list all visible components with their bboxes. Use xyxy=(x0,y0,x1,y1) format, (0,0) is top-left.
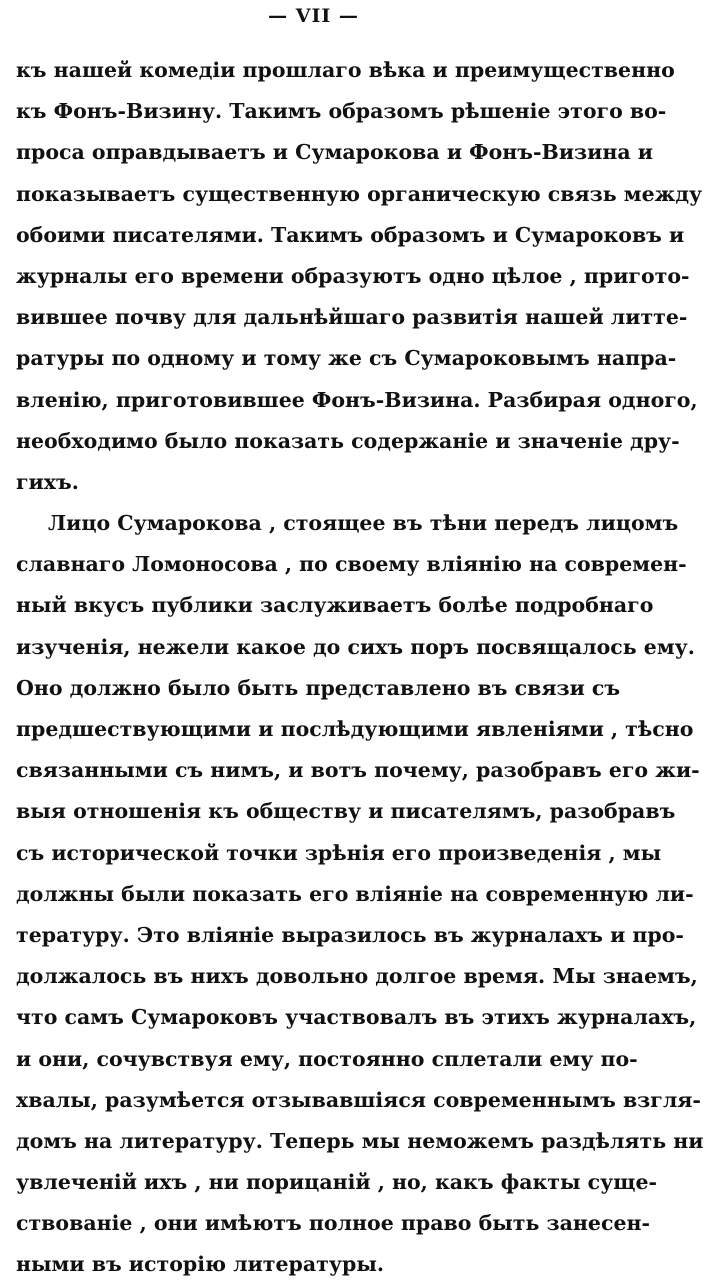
text-line: и они, сочувствуя ему, постоянно сплетали ему по- xyxy=(16,1046,638,1071)
text-line: что самъ Сумароковъ участвовалъ въ этихъ журналахъ, xyxy=(16,1005,697,1030)
text-line: ными въ исторiю литературы. xyxy=(16,1252,385,1277)
text-line: къ нашей комедiи прошлаго вѣка и преимущественно xyxy=(16,58,675,82)
text-line: предшествующими и послѣдующими явленiями , тѣсно xyxy=(16,717,694,741)
text-line: ратуры по одному и тому же съ Сумароковымъ напра- xyxy=(16,346,677,371)
page-number: — VII — xyxy=(268,5,359,27)
text-line: тературу. Это влiянiе выразилось въ журналахъ и про- xyxy=(16,922,684,947)
paragraph-1 xyxy=(16,50,703,503)
paragraph-2 xyxy=(16,503,704,1286)
text-line: должалось въ нихъ довольно долгое время. Мы знаемъ, xyxy=(16,964,698,989)
text-line: связанными съ нимъ, и вотъ почему, разобравъ его жи- xyxy=(16,758,700,783)
text-line: Лицо Сумарокова , стоящее въ тѣни передъ лицомъ xyxy=(48,511,679,536)
text-line: гихъ. xyxy=(16,469,79,494)
text-line: увлеченiй ихъ , ни порицанiй , но, какъ факты суще- xyxy=(16,1170,658,1195)
text-line: обоими писателями. Такимъ образомъ и Сумароковъ и xyxy=(16,222,685,247)
text-line: Оно должно было быть представлено въ связи съ xyxy=(16,675,621,700)
text-line: необходимо было показать содержанiе и значенiе дру- xyxy=(16,428,680,453)
text-line: ный вкусъ публики заслуживаетъ болѣе подробнаго xyxy=(16,593,654,618)
text-line: хвалы, разумѣется отзывавшiяся современнымъ взгля- xyxy=(16,1087,701,1112)
body-text xyxy=(16,50,704,1286)
text-line: ствованiе , они имѣютъ полное право быть занесен- xyxy=(16,1211,650,1236)
text-line: изученiя, нежели какое до сихъ поръ посвящалось ему. xyxy=(16,634,695,659)
text-line: вленiю, приготовившее Фонъ-Визина. Разбирая одного, xyxy=(16,387,698,412)
text-line: домъ на литературу. Теперь мы неможемъ раздѣлять ни xyxy=(16,1128,704,1153)
text-line: показываетъ существенную органическую связь между xyxy=(16,181,703,206)
text-line: выя отношенiя къ обществу и писателямъ, разобравъ xyxy=(16,799,676,824)
text-line: вившее почву для дальнѣйшаго развитiя нашей литте- xyxy=(16,305,688,330)
text-line: должны были показать его влiянiе на современную ли- xyxy=(16,881,694,906)
text-line: славнаго Ломоносова , по своему влiянiю на современ- xyxy=(16,552,687,577)
text-line: проса оправдываетъ и Сумарокова и Фонъ-Визина и xyxy=(16,140,653,165)
text-line: къ Фонъ-Визину. Такимъ образомъ рѣшенiе этого во- xyxy=(16,99,667,124)
text-line: журналы его времени образуютъ одно цѣлое , пригото- xyxy=(16,263,690,288)
text-line: съ исторической точки зрѣнiя его произведенiя , мы xyxy=(16,840,662,865)
